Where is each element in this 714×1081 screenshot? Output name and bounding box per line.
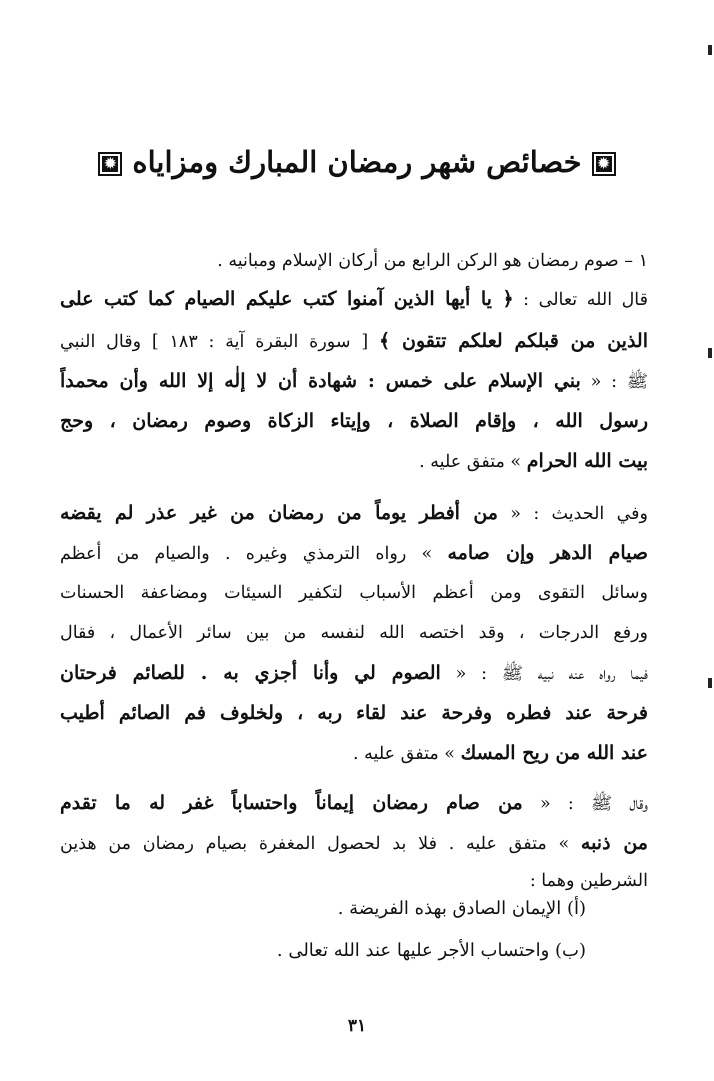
text-line [60,827,648,863]
text-line [60,577,648,613]
page-number: ٣١ [347,1016,367,1036]
text-line [60,283,648,319]
list-item: (أ) الإيمان الصادق بهذه الفريضة . [337,898,586,919]
bold-quote-text: من ذنبه [580,832,648,854]
text-segment: الشرطين وهما : [529,871,648,891]
text-segment: » متفق عليه . [419,452,527,472]
title-text: خصائص شهر رمضان المبارك ومزاياه [132,145,582,179]
text-segment: ورفع الدرجات ، وقد اختصه الله لنفسه من بين سائر الأعمال ، فقال [60,623,648,643]
bold-quote-text: فرحة عند فطره وفرحة عند لقاء ربه ، ولخلوف فم الصائم أطيب [60,702,648,724]
text-line [60,787,648,823]
text-segment: ﷺ : « [580,372,648,392]
text-segment: وقال ﷺ : « [522,794,648,814]
edge-mark [708,45,712,55]
text-line [60,537,648,573]
text-line [60,657,648,693]
text-line [60,737,648,773]
ornament-icon: ✹ [98,152,122,176]
edge-mark [708,348,712,358]
text-line [60,405,648,441]
bold-quote-text: بيت الله الحرام [526,450,648,472]
bold-quote-text: ﴿ يا أيها الذين آمنوا كتب عليكم الصيام كما كتب على [60,288,514,310]
bold-quote-text: من أفطر يوماً من رمضان من غير عذر لم يقضه [60,502,498,524]
text-line [60,445,648,481]
text-line [60,617,648,653]
edge-mark [708,678,712,688]
text-segment: فيما رواه عنه نبيه ﷺ : « [440,664,648,684]
bold-quote-text: رسول الله ، وإقام الصلاة ، وإيتاء الزكاة وصوم رمضان ، وحج [60,410,648,432]
page-title [80,140,634,184]
text-segment: وسائل التقوى ومن أعظم الأسباب لتكفير السيئات ومضاعفة الحسنات [60,583,648,603]
text-segment: » رواه الترمذي وغيره . والصيام من أعظم [60,544,448,564]
bold-quote-text: الصوم لي وأنا أجزي به . للصائم فرحتان [60,662,441,684]
ornament-icon: ✹ [592,152,616,176]
text-segment: [ سورة البقرة آية : ١٨٣ ] وقال النبي [60,332,379,352]
text-line [60,365,648,401]
list-item: (ب) واحتساب الأجر عليها عند الله تعالى . [276,940,586,961]
text-segment: » متفق عليه . فلا بد لحصول المغفرة بصيام رمضان من هذين [60,834,581,854]
text-line [60,497,648,533]
text-line [60,245,648,281]
text-segment: قال الله تعالى : [513,290,648,310]
text-segment: وفي الحديث : « [497,504,648,524]
text-line [60,325,648,361]
text-segment: » متفق عليه . [353,744,461,764]
text-segment: ١ – صوم رمضان هو الركن الرابع من أركان الإسلام ومبانيه . [217,251,648,271]
bold-quote-text: الذين من قبلكم لعلكم تتقون ﴾ [379,330,648,352]
text-line [60,697,648,733]
bold-quote-text: صيام الدهر وإن صامه [447,542,648,564]
bold-quote-text: من صام رمضان إيماناً واحتساباً غفر له ما تقدم [60,792,523,814]
bold-quote-text: بني الإسلام على خمس : شهادة أن لا إلٰه إلا الله وأن محمداً [60,370,581,392]
bold-quote-text: عند الله من ريح المسك [460,742,648,764]
